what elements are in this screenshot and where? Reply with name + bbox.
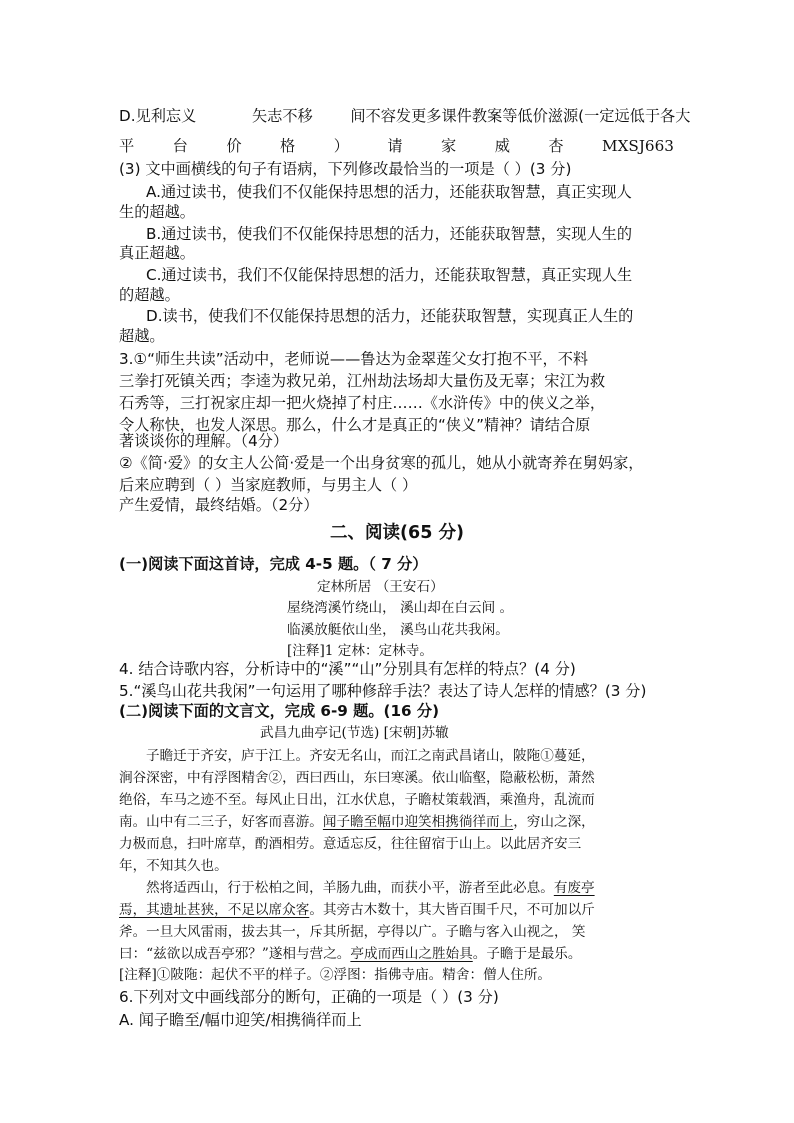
- classical-line: 子瞻迁于齐安，庐于江上。齐安无名山，而江之南武昌诸山，陂陁①蔓延，: [146, 748, 595, 764]
- question-6-option-a: A. 闻子瞻至/幅巾迎笑/相携徜徉而上: [119, 1011, 362, 1029]
- classical-line: [119, 900, 595, 920]
- q3-line: 三拳打死镇关西；李逵为救兄弟，江州劫法场却大量伤及无辜；宋江为救: [119, 372, 605, 390]
- classical-title: 武昌九曲亭记(节选) [宋朝]苏辙: [260, 725, 449, 741]
- q3-line: 3.①“师生共读”活动中，老师说——鲁达为金翠莲父女打抱不平，不料: [119, 350, 589, 368]
- poem-heading: (一)阅读下面这首诗，完成 4-5 题。（ 7 分）: [119, 555, 428, 573]
- q3-line: 后来应聘到（ ）当家庭教师，与男主人（ ）: [119, 476, 418, 494]
- classical-line: 年，不知其久也。: [119, 858, 228, 874]
- question-5: 5.“溪鸟山花共我闲”一句运用了哪种修辞手法？表达了诗人怎样的情感？(3 分): [119, 682, 647, 700]
- poem-line: 临溪放艇依山坐， 溪鸟山花共我闲。: [287, 622, 509, 638]
- promo-line: [119, 136, 674, 156]
- classical-line: [119, 944, 582, 964]
- q3-3-option-d: D.读书，使我们不仅能保持思想的活力，还能获取智慧，实现真正人生的: [146, 307, 634, 325]
- promo-word: 价: [226, 137, 242, 155]
- q3-3-option-b-cont: 真正超越。: [119, 244, 195, 262]
- q3-3-option-a-cont: 生的超越。: [119, 203, 195, 221]
- classical-text: 南。山中有二三子，好客而喜游。: [119, 814, 323, 830]
- poem-line: 屋绕湾溪竹绕山， 溪山却在白云间 。: [287, 600, 514, 616]
- classical-line: 斧。一旦大风雷雨，拔去其一，斥其所据，亭得以广。子瞻与客入山视之， 笑: [119, 924, 586, 940]
- q3-3-option-a: A.通过读书，使我们不仅能保持思想的活力，还能获取智慧，真正实现人: [146, 183, 632, 201]
- promo-word: 家: [441, 137, 457, 155]
- q3-3-option-b: B.通过读书，使我们不仅能保持思想的活力，还能获取智慧，实现人生的: [146, 225, 633, 243]
- promo-word: ）: [333, 137, 349, 155]
- underlined-sentence: 亭成而西山之胜始具: [350, 946, 473, 962]
- poem-title: 定林所居 （王安石）: [317, 579, 444, 595]
- underlined-sentence: 有废亭: [553, 880, 595, 896]
- underlined-sentence: 焉，其遗址甚狭，不足以席众客: [119, 902, 310, 918]
- classical-heading: (二)阅读下面的文言文，完成 6-9 题。(16 分): [119, 702, 440, 720]
- classical-text: ，穷山之深，: [513, 814, 595, 830]
- classical-line: 涧谷深密，中有浮图精舍②，西曰西山，东曰寒溪。依山临壑，隐蔽松枥，萧然: [119, 770, 595, 786]
- classical-line: [146, 878, 595, 898]
- classical-text: 曰：“兹欲以成吾亭邪？”遂相与营之。: [119, 946, 351, 962]
- option-d-b: 矢志不移: [251, 107, 313, 125]
- classical-text: 。子瞻于是最乐。: [472, 946, 582, 962]
- promo-word: 平: [119, 137, 135, 155]
- classical-line: 力极而息，扫叶席草，酌酒相劳。意适忘反，往往留宿于山上。以此居齐安三: [119, 836, 582, 852]
- q3-line: 产生爱情，最终结婚。（2分）: [119, 496, 319, 514]
- promo-word: 请: [387, 137, 403, 155]
- q3-line: 令人称快，也发人深思。那么，什么才是真正的“侠义”精神？请结合原: [119, 416, 591, 434]
- classical-line: [119, 812, 595, 832]
- q3-3-option-d-cont: 超越。: [119, 327, 165, 345]
- section-title: 二、阅读(65 分): [330, 523, 464, 543]
- underlined-sentence: 闻子瞻至幅巾迎笑相携徜徉而上: [322, 814, 514, 830]
- classical-note: [注释]①陂陁：起伏不平的样子。②浮图：指佛寺庙。精舍：僧人住所。: [119, 967, 552, 983]
- promo-word: 杏: [548, 137, 564, 155]
- promo-word: 威: [494, 137, 510, 155]
- question-4: 4. 结合诗歌内容，分析诗中的“溪”“山”分别具有怎样的特点？(4 分): [119, 660, 576, 678]
- promo-word: 台: [172, 137, 188, 155]
- option-d-a: D.见利忘义: [119, 107, 197, 125]
- q3-line: 石秀等，三打祝家庄却一把火烧掉了村庄……《水浒传》中的侠义之举，: [119, 394, 605, 412]
- q3-line: ②《简·爱》的女主人公简·爱是一个出身贫寒的孤儿，她从小就寄养在舅妈家，: [119, 454, 644, 472]
- classical-text: 然将适西山，行于松柏之间，羊肠九曲，而获小平，游者至此必息。: [146, 880, 554, 896]
- option-row-d: [119, 106, 691, 126]
- promo-code: MXSJ663: [602, 137, 674, 155]
- poem-note: [注释]1 定林：定林寺。: [287, 643, 433, 659]
- q3-3-option-c-cont: 的超越。: [119, 286, 180, 304]
- q3-3-option-c: C.通过读书，我们不仅能保持思想的活力，还能获取智慧，真正实现人生: [146, 266, 633, 284]
- q3-line: 著谈谈你的理解。（4分）: [119, 432, 289, 450]
- question-6: 6.下列对文中画线部分的断句，正确的一项是（ ）(3 分): [119, 988, 499, 1006]
- q3-3-stem: (3) 文中画横线的句子有语病，下列修改最恰当的一项是（ ）(3 分): [119, 160, 572, 178]
- option-d-c: 间不容发更多课件教案等低价滋源(一定远低于各大: [350, 107, 691, 125]
- classical-line: 绝俗，车马之迹不至。每风止日出，江水伏息，子瞻杖策载酒，乘渔舟，乱流而: [119, 792, 595, 808]
- promo-word: 格: [280, 137, 296, 155]
- classical-text: 。其旁古木数十，其大皆百围千尺，不可加以斤: [309, 902, 595, 918]
